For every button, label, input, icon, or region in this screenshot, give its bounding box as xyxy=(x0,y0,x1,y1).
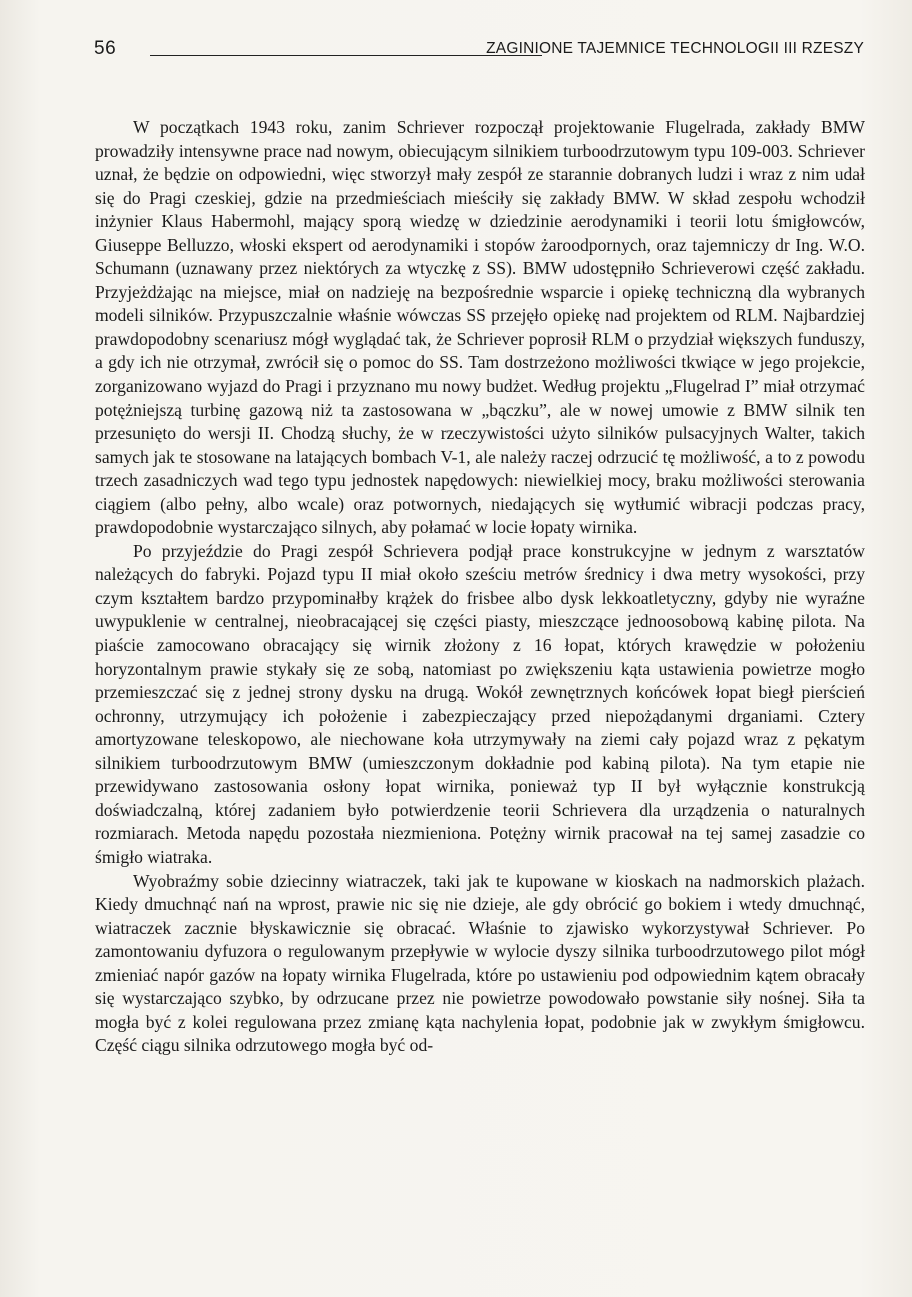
paragraph: W początkach 1943 roku, zanim Schriever rozpoczął projektowanie Flugelrada, zakłady BMW prowadziły intensywne prace nad nowym, obiecującym silnikiem turboodrzutowym typu 109-003. Schriever uznał, że będzie on odpowiedni, więc stworzył mały zespół ze starannie dobranych ludzi i wraz z nim udał się do Pragi czeskiej, gdzie na przedmieściach mieściły się zakłady BMW. W skład zespołu wchodził inżynier Klaus Habermohl, mający sporą wiedzę w dziedzinie aerodynamiki i teorii lotu śmigłowców, Giuseppe Belluzzo, włoski ekspert od aerodynamiki i stopów żaroodpornych, oraz tajemniczy dr Ing. W.O. Schumann (uznawany przez niektórych za wtyczkę z SS). BMW udostępniło Schrieverowi część zakładu. Przyjeżdżając na miejsce, miał on nadzieję na bezpośrednie wsparcie i opiekę techniczną dla wybranych modeli silników. Przypuszczalnie właśnie wówczas SS przejęło opiekę nad projektem od RLM. Najbardziej prawdopodobny scenariusz mógł wyglądać tak, że Schriever poprosił RLM o przydział większych funduszy, a gdy ich nie otrzymał, zwrócił się o pomoc do SS. Tam dostrzeżono możliwości tkwiące w jego projekcie, zorganizowano wyjazd do Pragi i przyznano mu nowy budżet. Według projektu „Flugelrad I” miał otrzymać potężniejszą turbinę gazową niż ta zastosowana w „bączku”, ale w nowej umowie z BMW silnik ten przesunięto do wersji II. Chodzą słuchy, że w rzeczywistości użyto silników pulsacyjnych Walter, takich samych jak te stosowane na latających bombach V-1, ale należy raczej odrzucić tę możliwość, a to z powodu trzech zasadniczych wad tego typu jednostek napędowych: niewielkiej mocy, braku możliwości sterowania ciągiem (albo pełny, albo wcale) oraz potwornych, niedających się wytłumić wibracji podczas pracy, prawdopodobnie wystarczająco silnych, aby połamać w locie łopaty wirnika. xyxy=(95,117,865,538)
body-text xyxy=(95,116,865,1058)
page-number: 56 xyxy=(94,38,117,59)
paragraph: Wyobraźmy sobie dziecinny wiatraczek, taki jak te kupowane w kioskach na nadmorskich plażach. Kiedy dmuchnąć nań na wprost, prawie nic się nie dzieje, ale gdy obrócić go bokiem i wtedy dmuchnąć, wiatraczek zacznie błyskawicznie się obracać. Właśnie to zjawisko wykorzystywał Schriever. Po zamontowaniu dyfuzora o regulowanym przepływie w wylocie dyszy silnika turboodrzutowego pilot mógł zmieniać napór gazów na łopaty wirnika Flugelrada, które po ustawieniu pod odpowiednim kątem obracały się wystarczająco szybko, by odrzucane przez nie powietrze powodowało powstanie siły nośnej. Siła ta mogła być z kolei regulowana przez zmianę kąta nachylenia łopat, podobnie jak w zwykłym śmigłowcu. Część ciągu silnika odrzutowego mogła być od- xyxy=(95,870,865,1056)
paragraph: Po przyjeździe do Pragi zespół Schrievera podjął prace konstrukcyjne w jednym z warsztatów należących do fabryki. Pojazd typu II miał około sześciu metrów średnicy i dwa metry wysokości, przy czym kształtem bardzo przypominałby krążek do frisbee albo dysk lekkoatletyczny, gdyby nie wyraźne uwypuklenie w centralnej, nieobracającej się części piasty, mieszczące jednoosobową kabinę pilota. Na piaście zamocowano obracający się wirnik złożony z 16 łopat, których krawędzie w położeniu horyzontalnym prawie stykały się ze sobą, natomiast po zwiększeniu kąta ustawienia powietrze mogło przemieszczać się z jednej strony dysku na drugą. Wokół zewnętrznych końcówek łopat biegł pierścień ochronny, utrzymujący ich położenie i zabezpieczający przed niepożądanymi drganiami. Cztery amortyzowane teleskopowo, ale niechowane koła utrzymywały na ziemi cały pojazd wraz z pękatym silnikiem turboodrzutowym BMW (umieszczonym dokładnie pod kabiną pilota). Na tym etapie nie przewidywano zastosowania osłony łopat wirnika, ponieważ typ II był wyłącznie konstrukcją doświadczalną, której zadaniem było potwierdzenie teorii Schrievera dla urządzenia o naturalnych rozmiarach. Metoda napędu pozostała niezmieniona. Potężny wirnik pracował na tej samej zasadzie co śmigło wiatraka. xyxy=(95,540,865,867)
running-title: ZAGINIONE TAJEMNICE TECHNOLOGII III RZESZY xyxy=(486,40,864,57)
page-header xyxy=(94,37,864,61)
header-rule xyxy=(150,55,542,56)
